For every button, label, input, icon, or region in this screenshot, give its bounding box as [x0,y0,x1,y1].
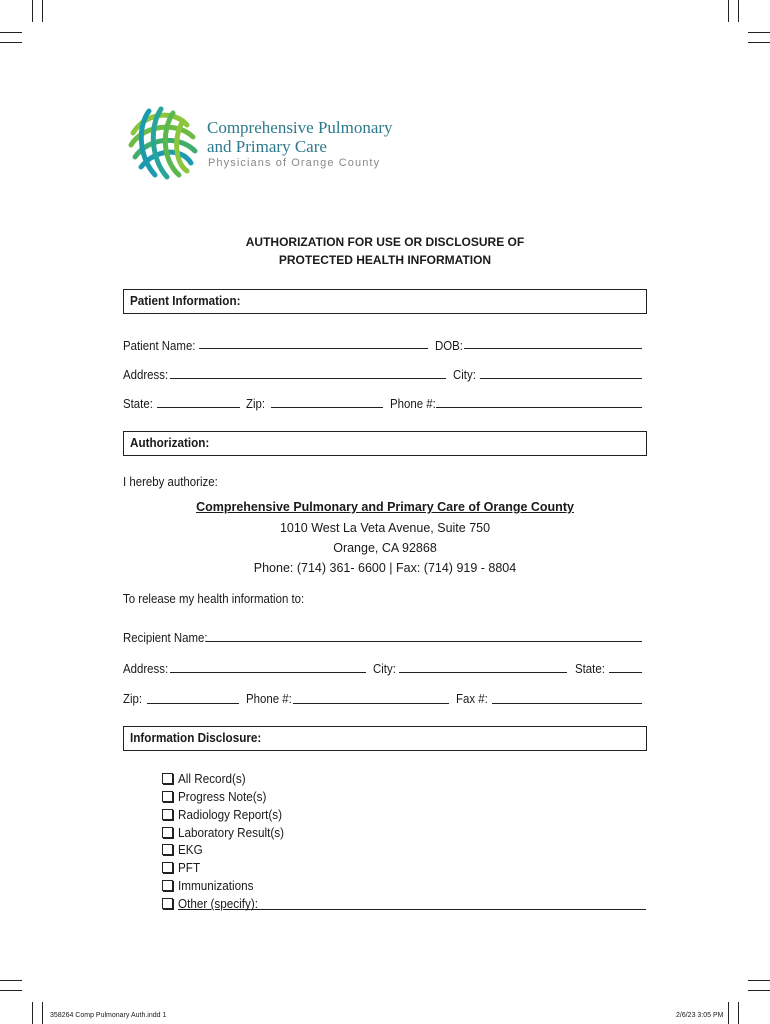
form-title-line-2: PROTECTED HEALTH INFORMATION [278,253,492,267]
option-label: PFT [178,860,201,875]
patient-zip-label: Zip: [246,396,266,411]
patient-info-header [123,289,647,314]
patient-state-field[interactable] [157,407,240,408]
logo-tagline: Physicians of Orange County [208,157,381,169]
checkbox-icon[interactable] [162,773,173,784]
logo-line-2: and Primary Care [207,137,327,156]
recipient-name-field[interactable] [206,641,642,642]
recipient-phone-label: Phone #: [246,691,292,706]
option-label: Laboratory Result(s) [178,825,285,840]
crop-mark [32,1002,33,1024]
recipient-fax-field[interactable] [492,703,642,704]
patient-city-field[interactable] [480,378,642,379]
crop-mark [748,990,770,991]
authorization-header-label: Authorization: [130,435,210,450]
checkbox-icon[interactable] [162,862,173,873]
patient-name-field[interactable] [199,348,428,349]
option-label: Radiology Report(s) [178,807,283,822]
dob-field[interactable] [464,348,642,349]
option-progress-notes[interactable] [162,789,276,804]
release-text: To release my health information to: [123,591,305,606]
authorize-intro: I hereby authorize: [123,474,218,489]
patient-address-field[interactable] [170,378,446,379]
recipient-fax-label: Fax #: [456,691,488,706]
checkbox-icon[interactable] [162,809,173,820]
recipient-city-label: City: [373,661,396,676]
crop-mark [748,42,770,43]
patient-phone-label: Phone #: [390,396,436,411]
crop-mark [0,32,22,33]
option-label: EKG [178,842,203,857]
checkbox-icon[interactable] [162,880,173,891]
option-label: All Record(s) [178,771,246,786]
patient-info-header-label: Patient Information: [130,293,241,308]
recipient-city-field[interactable] [399,672,567,673]
recipient-zip-field[interactable] [147,703,239,704]
patient-city-label: City: [453,367,476,382]
disclosure-header [123,726,647,751]
recipient-zip-label: Zip: [123,691,143,706]
checkbox-icon[interactable] [162,827,173,838]
recipient-phone-field[interactable] [293,703,449,704]
authorized-org-name: Comprehensive Pulmonary and Primary Care of Orange County [196,500,574,514]
crop-mark [728,0,729,22]
recipient-state-label: State: [575,661,605,676]
authorized-org-street: 1010 West La Veta Avenue, Suite 750 [279,521,491,535]
crop-mark [728,1002,729,1024]
option-immunizations[interactable] [162,878,262,893]
checkbox-icon[interactable] [162,844,173,855]
crop-mark [0,990,22,991]
crop-mark [738,0,739,22]
recipient-address-field[interactable] [170,672,366,673]
authorized-org-contact: Phone: (714) 361- 6600 | Fax: (714) 919 - 8804 [253,561,517,575]
option-all-records[interactable] [162,771,253,786]
option-label: Progress Note(s) [178,789,267,804]
option-pft[interactable] [162,860,203,875]
checkbox-icon[interactable] [162,898,173,909]
footer-file-name: 358264 Comp Pulmonary Auth.indd 1 [50,1012,167,1019]
recipient-name-label: Recipient Name: [123,630,208,645]
crop-mark [748,980,770,981]
footer-timestamp: 2/6/23 3:05 PM [676,1012,724,1019]
form-title-line-1: AUTHORIZATION FOR USE OR DISCLOSURE OF [245,235,525,249]
option-label: Other (specify): [178,896,258,911]
patient-state-label: State: [123,396,153,411]
crop-mark [0,980,22,981]
crop-mark [0,42,22,43]
other-specify-field[interactable] [244,909,646,910]
crop-mark [42,1002,43,1024]
checkbox-icon[interactable] [162,791,173,802]
crop-mark [32,0,33,22]
option-radiology-reports[interactable] [162,807,294,822]
recipient-state-field[interactable] [609,672,642,673]
crop-mark [42,0,43,22]
logo-line-1: Comprehensive Pulmonary [207,118,393,137]
option-label: Immunizations [178,878,254,893]
patient-address-label: Address: [123,367,169,382]
logo-knot-icon [125,103,201,183]
option-laboratory-results[interactable] [162,825,296,840]
crop-mark [738,1002,739,1024]
dob-label: DOB: [435,338,463,353]
crop-mark [748,32,770,33]
patient-name-label: Patient Name: [123,338,196,353]
patient-zip-field[interactable] [271,407,383,408]
patient-phone-field[interactable] [436,407,642,408]
disclosure-header-label: Information Disclosure: [130,730,262,745]
option-ekg[interactable] [162,842,205,857]
authorized-org-city: Orange, CA 92868 [333,541,437,555]
recipient-address-label: Address: [123,661,169,676]
authorization-header [123,431,647,456]
